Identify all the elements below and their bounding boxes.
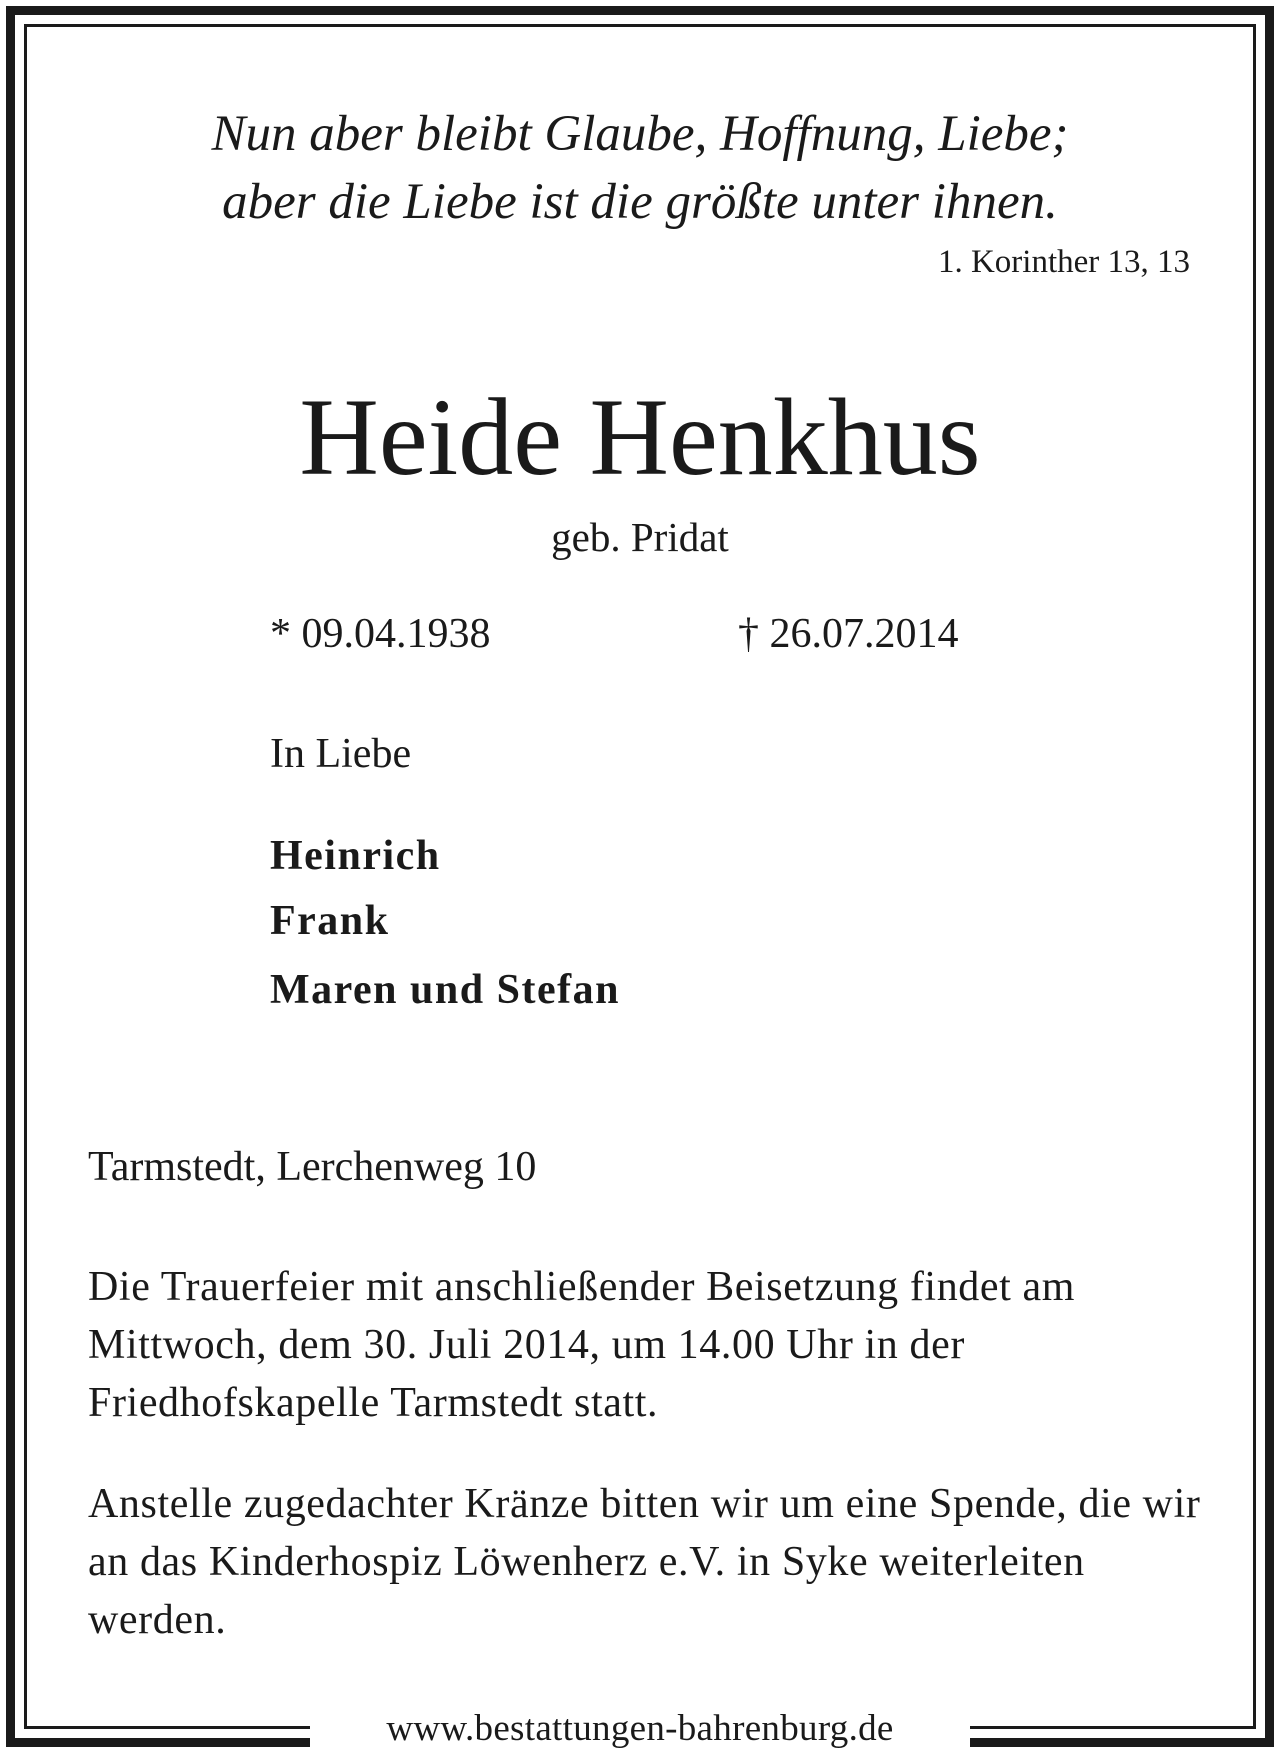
bible-verse-line-1: Nun aber bleibt Glaube, Hoffnung, Liebe; [211,106,1069,162]
mourner-name: Maren und Stefan [270,967,620,1013]
deceased-name: Heide Henkhus [299,376,981,498]
funeral-notice-paragraph: Die Trauerfeier mit anschließender Beisetzung findet am Mittwoch, dem 30. Juli 2014, um 14.00 Uhr in der Friedhofskapelle Tarmstedt statt. [88,1264,1076,1426]
bible-verse-line-2: aber die Liebe ist die größte unter ihnen. [222,174,1058,230]
birth-date: * 09.04.1938 [270,611,491,657]
maiden-name: geb. Pridat [551,514,729,560]
mourners-intro: In Liebe [270,731,412,777]
donation-paragraph: Anstelle zugedachter Kränze bitten wir um eine Spende, die wir an das Kinderhospiz Löwenherz e.V. in Syke weiterleiten werden. [88,1481,1201,1643]
mourner-name: Frank [270,898,390,944]
mourner-name: Heinrich [270,833,441,879]
bible-verse-reference: 1. Korinther 13, 13 [937,244,1190,280]
address: Tarmstedt, Lerchenweg 10 [88,1144,537,1190]
funeral-home-url[interactable]: www.bestattungen-bahrenburg.de [386,1708,894,1749]
death-date: † 26.07.2014 [738,611,959,657]
